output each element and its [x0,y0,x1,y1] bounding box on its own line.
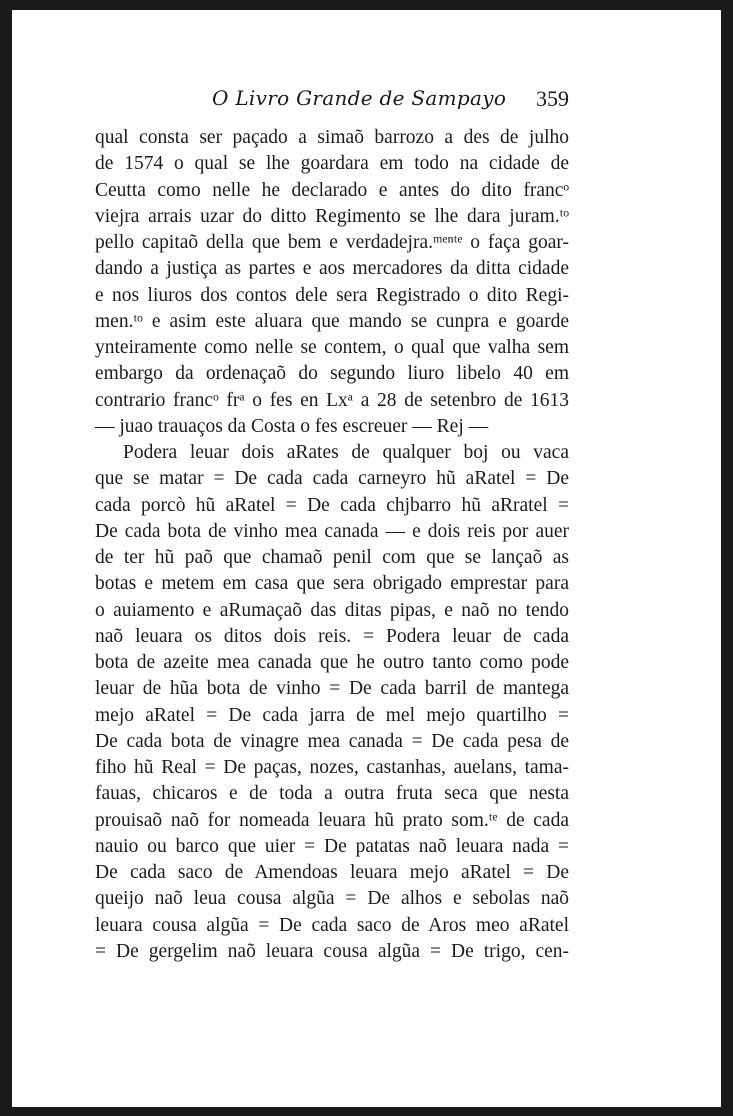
text-line: prouisaõ naõ for nomeada leuara hũ prato som.ᵗᵉ de cada [95,809,569,831]
text-line: ynteiramente como nelle se contem, o qual que valha sem [95,337,569,358]
text-line: botas e metem em casa que sera obrigado emprestar para [95,573,569,595]
text-line: viejra arrais uzar do ditto Regimento se lhe dara juram.ᵗᵒ [95,205,569,227]
text-line: embargo da ordenaçaõ do segundo liuro libelo 40 em [95,363,569,385]
text-line: contrario francᵒ frᵃ o fes en Lxᵃ a 28 de setenbro de 1613 [95,389,569,411]
body-text [95,125,569,965]
page-header [12,86,721,126]
text-line: queijo naõ leua cousa algũa = De alhos e sebolas naõ [95,888,569,910]
text-line: = De gergelim naõ leuara cousa algũa = De trigo, cen- [95,940,569,962]
text-line: mejo aRatel = De cada jarra de mel mejo quartilho = [95,704,569,726]
text-line: cada porcò hũ aRatel = De cada chjbarro hũ aRratel = [95,494,569,516]
running-title: O Livro Grande de Sampayo [212,86,507,110]
text-line: de 1574 o qual se lhe goardara em todo na cidade de [95,153,569,175]
text-line: De cada bota de vinagre mea canada = De cada pesa de [95,730,569,752]
text-line: leuar de hũa bota de vinho = De cada barril de mantega [95,678,569,700]
text-line: qual consta ser paçado a simaõ barrozo a des de julho [95,127,569,148]
text-line: De cada bota de vinho mea canada — e dois reis por auer [95,520,569,542]
text-line: fiho hũ Real = De paças, nozes, castanhas, auelans, tama- [95,757,569,778]
text-line: De cada saco de Amendoas leuara mejo aRatel = De [95,862,569,883]
text-line: pello capitaõ della que bem e verdadejra.ᵐᵉⁿᵗᵉ o faça goar- [95,232,569,253]
book-page [12,10,721,1107]
text-line: nauio ou barco que uier = De patatas naõ leuara nada = [95,835,569,857]
text-line: men.ᵗᵒ e asim este aluara que mando se cunpra e goarde [95,310,569,332]
text-line: bota de azeite mea canada que he outro tanto como pode [95,652,569,673]
text-line: Podera leuar dois aRates de qualquer boj ou vaca [123,442,569,463]
text-line: — juao trauaços da Costa o fes escreuer — Rej — [95,415,489,437]
text-line: de ter hũ paõ que chamaõ penil com que se lançaõ as [95,547,569,568]
text-line: e nos liuros dos contos dele sera Registrado o dito Regi- [95,284,569,306]
text-line: fauas, chicaros e de toda a outra fruta seca que nesta [95,783,569,805]
text-line: leuara cousa algũa = De cada saco de Aros meo aRatel [95,914,569,936]
text-line: que se matar = De cada cada carneyro hũ aRatel = De [95,468,569,490]
text-line: dando a justiça as partes e aos mercadores da ditta cidade [95,258,569,280]
text-line: Ceutta como nelle he declarado e antes do dito francᵒ [95,179,569,201]
text-line: naõ leuara os ditos dois reis. = Podera leuar de cada [95,625,569,647]
page-number: 359 [536,86,569,111]
text-line: o auiamento e aRumaçaõ das ditas pipas, e naõ no tendo [95,599,569,621]
